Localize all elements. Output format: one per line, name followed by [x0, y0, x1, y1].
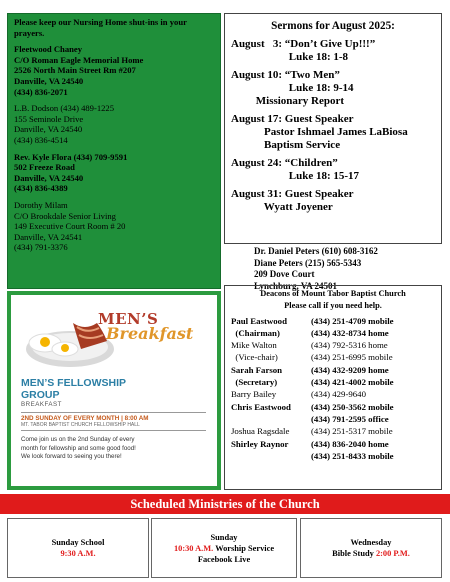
deacon-name: Shirley Raynor [231, 438, 289, 449]
shutin-line: C/O Roman Eagle Memorial Home [14, 54, 144, 65]
deacon-name: (Vice-chair) [231, 352, 278, 363]
sermon-item [231, 157, 435, 183]
sermon-item [231, 113, 435, 152]
sermon-line: Missionary Report [231, 95, 345, 107]
deacon-name: Joshua Ragsdale [231, 426, 290, 437]
deacon-phone: (434) 792-5316 home [311, 340, 388, 351]
ministries-banner: Scheduled Ministries of the Church [0, 494, 450, 514]
shutin-entry [14, 152, 214, 194]
sermon-line: Luke 18: 1-8 [231, 51, 349, 63]
shutin-line: Dorothy Milam [14, 199, 68, 210]
service-detail-text: Worship Service [213, 543, 275, 553]
service-time: 10:30 A.M. [173, 543, 214, 553]
deacon-row [229, 327, 437, 339]
peters-line: Lynchburg, VA 24501 [254, 280, 337, 291]
deacon-phone: (434) 251-4709 mobile [311, 315, 394, 326]
service-time: 2:00 P.M. [375, 549, 410, 558]
flyer-body-line: We look forward to seeing you there! [21, 453, 122, 460]
deacon-row [229, 450, 437, 462]
flyer-location: MT. TABOR BAPTIST CHURCH FELLOWSHIP HALL [21, 422, 140, 428]
deacon-phone: (434) 251-5317 mobile [311, 426, 393, 437]
deacon-row [229, 413, 437, 425]
sermon-line: Luke 18: 9-14 [231, 82, 354, 94]
deacon-phone: (434) 250-3562 mobile [311, 401, 394, 412]
shutin-line: Rev. Kyle Flora (434) 709-9591 [14, 151, 128, 162]
service-sunday-school [7, 518, 149, 578]
flyer-logo [98, 309, 193, 343]
deacon-row [229, 364, 437, 376]
peters-line: 209 Dove Court [254, 269, 315, 280]
deacon-phone: (434) 836-2040 home [311, 438, 389, 449]
service-pre-text: Bible Study [332, 549, 376, 558]
service-detail [152, 543, 296, 554]
deacon-row [229, 351, 437, 363]
deacon-name: Mike Walton [231, 340, 277, 351]
flyer-body-line: month for fellowship and some good food! [21, 444, 136, 452]
service-wednesday-bible-study [300, 518, 442, 578]
flyer-card [11, 295, 217, 486]
peters-line: Diane Peters (215) 565-5343 [254, 257, 362, 268]
deacon-row [229, 388, 437, 400]
sermon-line: August 10: “Two Men” [231, 69, 340, 81]
shutin-entry [14, 200, 214, 253]
shutin-line: 149 Executive Court Room # 20 [14, 221, 126, 232]
deacons-box [224, 285, 442, 490]
shutins-intro: Please keep our Nursing Home shut-ins in your prayers. [14, 17, 187, 38]
shutin-line: 155 Seminole Drive [14, 113, 84, 124]
deacon-name [229, 413, 311, 425]
deacon-phone: (434) 251-6995 mobile [311, 352, 393, 363]
shutin-line: Danville, VA 24541 [14, 231, 83, 242]
deacon-row [229, 401, 437, 413]
flyer-body-line: Come join us on the 2nd Sunday of every [21, 436, 135, 443]
deacon-phone: (434) 432-8734 home [311, 327, 389, 338]
sermon-line: August 17: Guest Speaker [231, 113, 354, 125]
shutins-panel [7, 13, 221, 289]
peters-line: Dr. Daniel Peters (610) 608-3162 [254, 246, 378, 256]
service-sunday-worship [151, 518, 297, 578]
deacon-phone: (434) 421-4002 mobile [311, 377, 394, 388]
shutin-line: 502 Freeze Road [14, 162, 75, 173]
sermon-item [231, 38, 435, 64]
flyer-heading [21, 377, 126, 401]
service-label: Wednesday [350, 538, 392, 547]
sermon-line: Pastor Ishmael James LaBiosa [231, 126, 408, 138]
deacon-row [229, 376, 437, 388]
deacon-name: Chris Eastwood [231, 401, 291, 412]
sermon-line: Luke 18: 15-17 [231, 170, 360, 182]
sermon-line: August 3: “Don’t Give Up!!!” [231, 38, 376, 50]
deacon-phone: (434) 251-8433 mobile [311, 450, 394, 461]
flyer-body [21, 436, 209, 462]
deacon-name: Barry Bailey [231, 389, 277, 400]
service-detail [301, 548, 441, 559]
sermons-title: Sermons for August 2025: [271, 20, 395, 32]
deacon-name: (Chairman) [231, 327, 280, 338]
sermon-item [231, 188, 435, 214]
deacon-phone: (434) 429-9640 [311, 389, 366, 400]
flyer-heading-line: MEN’S FELLOWSHIP [21, 377, 126, 389]
deacon-name: Sarah Farson [231, 364, 283, 375]
shutin-line: (434) 836-2071 [14, 86, 68, 97]
shutin-line: (434) 836-4514 [14, 134, 68, 145]
deacon-row [229, 339, 437, 351]
deacon-name [229, 450, 311, 462]
deacons-title: Deacons of Mount Tabor Baptist Church [260, 289, 406, 298]
deacon-phone: (434) 791-2595 office [311, 413, 389, 424]
flyer-subheading: BREAKFAST [21, 401, 62, 408]
deacon-phone: (434) 432-9209 home [311, 364, 389, 375]
shutin-line: Danville, VA 24540 [14, 124, 83, 135]
shutin-line: Danville, VA 24540 [14, 75, 84, 86]
sermons-box [224, 13, 442, 244]
shutin-line: (434) 791-3376 [14, 242, 68, 253]
flyer-heading-line: GROUP [21, 389, 60, 401]
sermon-line: Wyatt Joyener [231, 201, 333, 213]
sermon-line: August 24: “Children” [231, 157, 338, 169]
peters-contact [224, 244, 442, 291]
shutin-line: Danville, VA 24540 [14, 172, 84, 183]
deacon-row [229, 425, 437, 437]
shutin-line: Fleetwood Chaney [14, 44, 83, 55]
flyer-logo-breakfast: Breakfast [106, 324, 194, 343]
flyer-schedule [21, 412, 206, 431]
sermon-line: August 31: Guest Speaker [231, 188, 354, 200]
deacons-subtitle: Please call if you need help. [284, 301, 382, 311]
mens-breakfast-flyer [7, 291, 221, 490]
flyer-schedule-text: 2ND SUNDAY OF EVERY MONTH | 8:00 AM [21, 415, 149, 422]
service-extra: Facebook Live [197, 554, 251, 564]
flyer-logo-mens: MEN’S [98, 310, 159, 328]
deacon-row [229, 438, 437, 450]
deacon-name: Paul Eastwood [231, 315, 287, 326]
shutin-line: L.B. Dodson (434) 489-1225 [14, 103, 115, 114]
service-time: 9:30 A.M. [60, 549, 96, 558]
shutin-entry [14, 44, 214, 97]
shutin-entry [14, 103, 214, 145]
deacon-row [229, 315, 437, 327]
shutin-line: 2526 North Main Street Rm #207 [14, 65, 136, 76]
deacon-name: (Secretary) [231, 377, 278, 388]
shutin-line: C/O Brookdale Senior Living [14, 210, 116, 221]
service-label: Sunday School [51, 538, 105, 547]
sermon-item [231, 69, 435, 108]
sermon-line: Baptism Service [231, 139, 341, 151]
shutin-line: (434) 836-4389 [14, 183, 68, 194]
service-label: Sunday [210, 532, 238, 542]
